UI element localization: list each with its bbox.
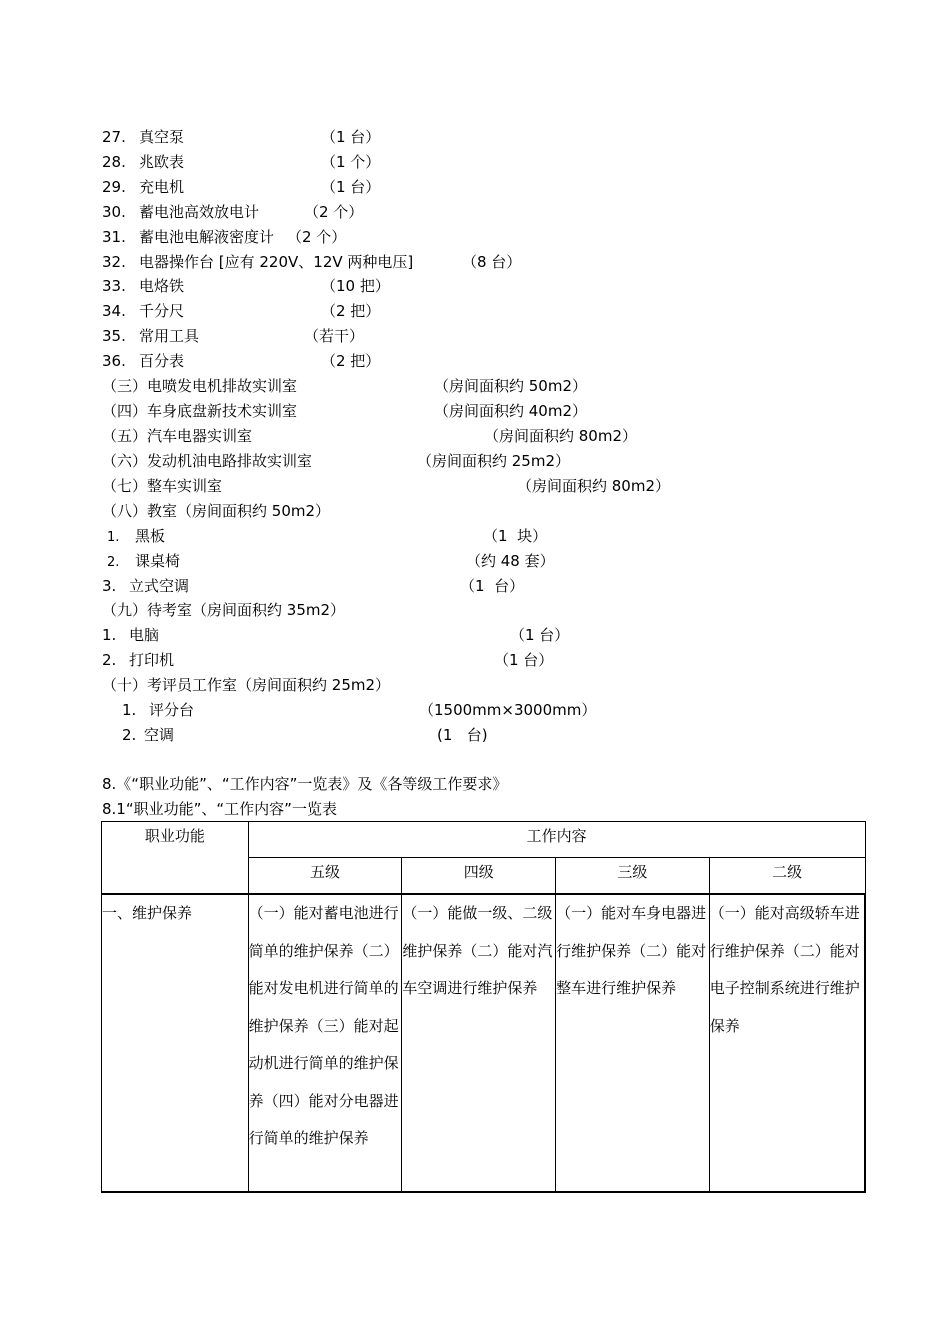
cell-level3: （一）能对车身电器进行维护保养（二）能对整车进行维护保养 bbox=[556, 894, 710, 1192]
cell-function: 一、维护保养 bbox=[102, 894, 249, 1192]
cell-level5: （一）能对蓄电池进行简单的维护保养（二）能对发电机进行简单的维护保养（三）能对起动机进行简单的维护保养（四）能对分电器进行简单的维护保养 bbox=[248, 894, 402, 1192]
section-8-1-title: 8.1“职业功能”、“工作内容”一览表 bbox=[102, 800, 337, 818]
section-title: （九）待考室（房间面积约 35m2） bbox=[102, 601, 346, 619]
section-8-title: 8.《“职业功能”、“工作内容”一览表》及《各等级工作要求》 bbox=[102, 775, 508, 793]
function-content-table bbox=[101, 821, 866, 1193]
list-item: 31. 蓄电池电解液密度计 （2 个） bbox=[102, 228, 347, 246]
list-item: 2. 空调 (1 台) bbox=[122, 726, 488, 744]
list-item: 3. 立式空调 （1 台） bbox=[102, 577, 525, 595]
header-function: 职业功能 bbox=[102, 822, 249, 895]
list-item: 30. 蓄电池高效放电计 （2 个） bbox=[102, 203, 364, 221]
header-content: 工作内容 bbox=[248, 822, 865, 858]
list-item: 1. 评分台 （1500mm×3000mm） bbox=[122, 701, 597, 719]
list-item: 36. 百分表 （2 把） bbox=[102, 352, 381, 370]
room-item: （五）汽车电器实训室 （房间面积约 80m2） bbox=[102, 427, 638, 445]
room-item: （三）电喷发电机排故实训室 （房间面积约 50m2） bbox=[102, 377, 588, 395]
list-item: 1. 电脑 （1 台） bbox=[102, 626, 570, 644]
room-item: （四）车身底盘新技术实训室 （房间面积约 40m2） bbox=[102, 402, 588, 420]
cell-level4: （一）能做一级、二级维护保养（二）能对汽车空调进行维护保养 bbox=[402, 894, 556, 1192]
cell-level2: （一）能对高级轿车进行维护保养（二）能对电子控制系统进行维护保养 bbox=[709, 894, 865, 1192]
header-level3: 三级 bbox=[556, 858, 710, 895]
header-level5: 五级 bbox=[248, 858, 402, 895]
section-title: （十）考评员工作室（房间面积约 25m2） bbox=[102, 676, 391, 694]
header-level4: 四级 bbox=[402, 858, 556, 895]
section-title: （八）教室（房间面积约 50m2） bbox=[102, 502, 331, 520]
list-item: 27. 真空泵 （1 台） bbox=[102, 128, 381, 146]
list-item: 33. 电烙铁 （10 把） bbox=[102, 277, 390, 295]
list-item: 29. 充电机 （1 台） bbox=[102, 178, 381, 196]
list-item: 2. 课桌椅 （约 48 套） bbox=[107, 552, 555, 570]
room-item: （七）整车实训室 （房间面积约 80m2） bbox=[102, 477, 671, 495]
room-item: （六）发动机油电路排故实训室 （房间面积约 25m2） bbox=[102, 452, 571, 470]
list-item: 1. 黑板 （1 块） bbox=[107, 527, 548, 545]
list-item: 35. 常用工具 （若干） bbox=[102, 327, 365, 345]
header-level2: 二级 bbox=[709, 858, 865, 895]
list-item: 32. 电器操作台 [应有 220V、12V 两种电压] （8 台） bbox=[102, 253, 522, 271]
list-item: 2. 打印机 （1 台） bbox=[102, 651, 554, 669]
list-item: 34. 千分尺 （2 把） bbox=[102, 302, 381, 320]
list-item: 28. 兆欧表 （1 个） bbox=[102, 153, 381, 171]
